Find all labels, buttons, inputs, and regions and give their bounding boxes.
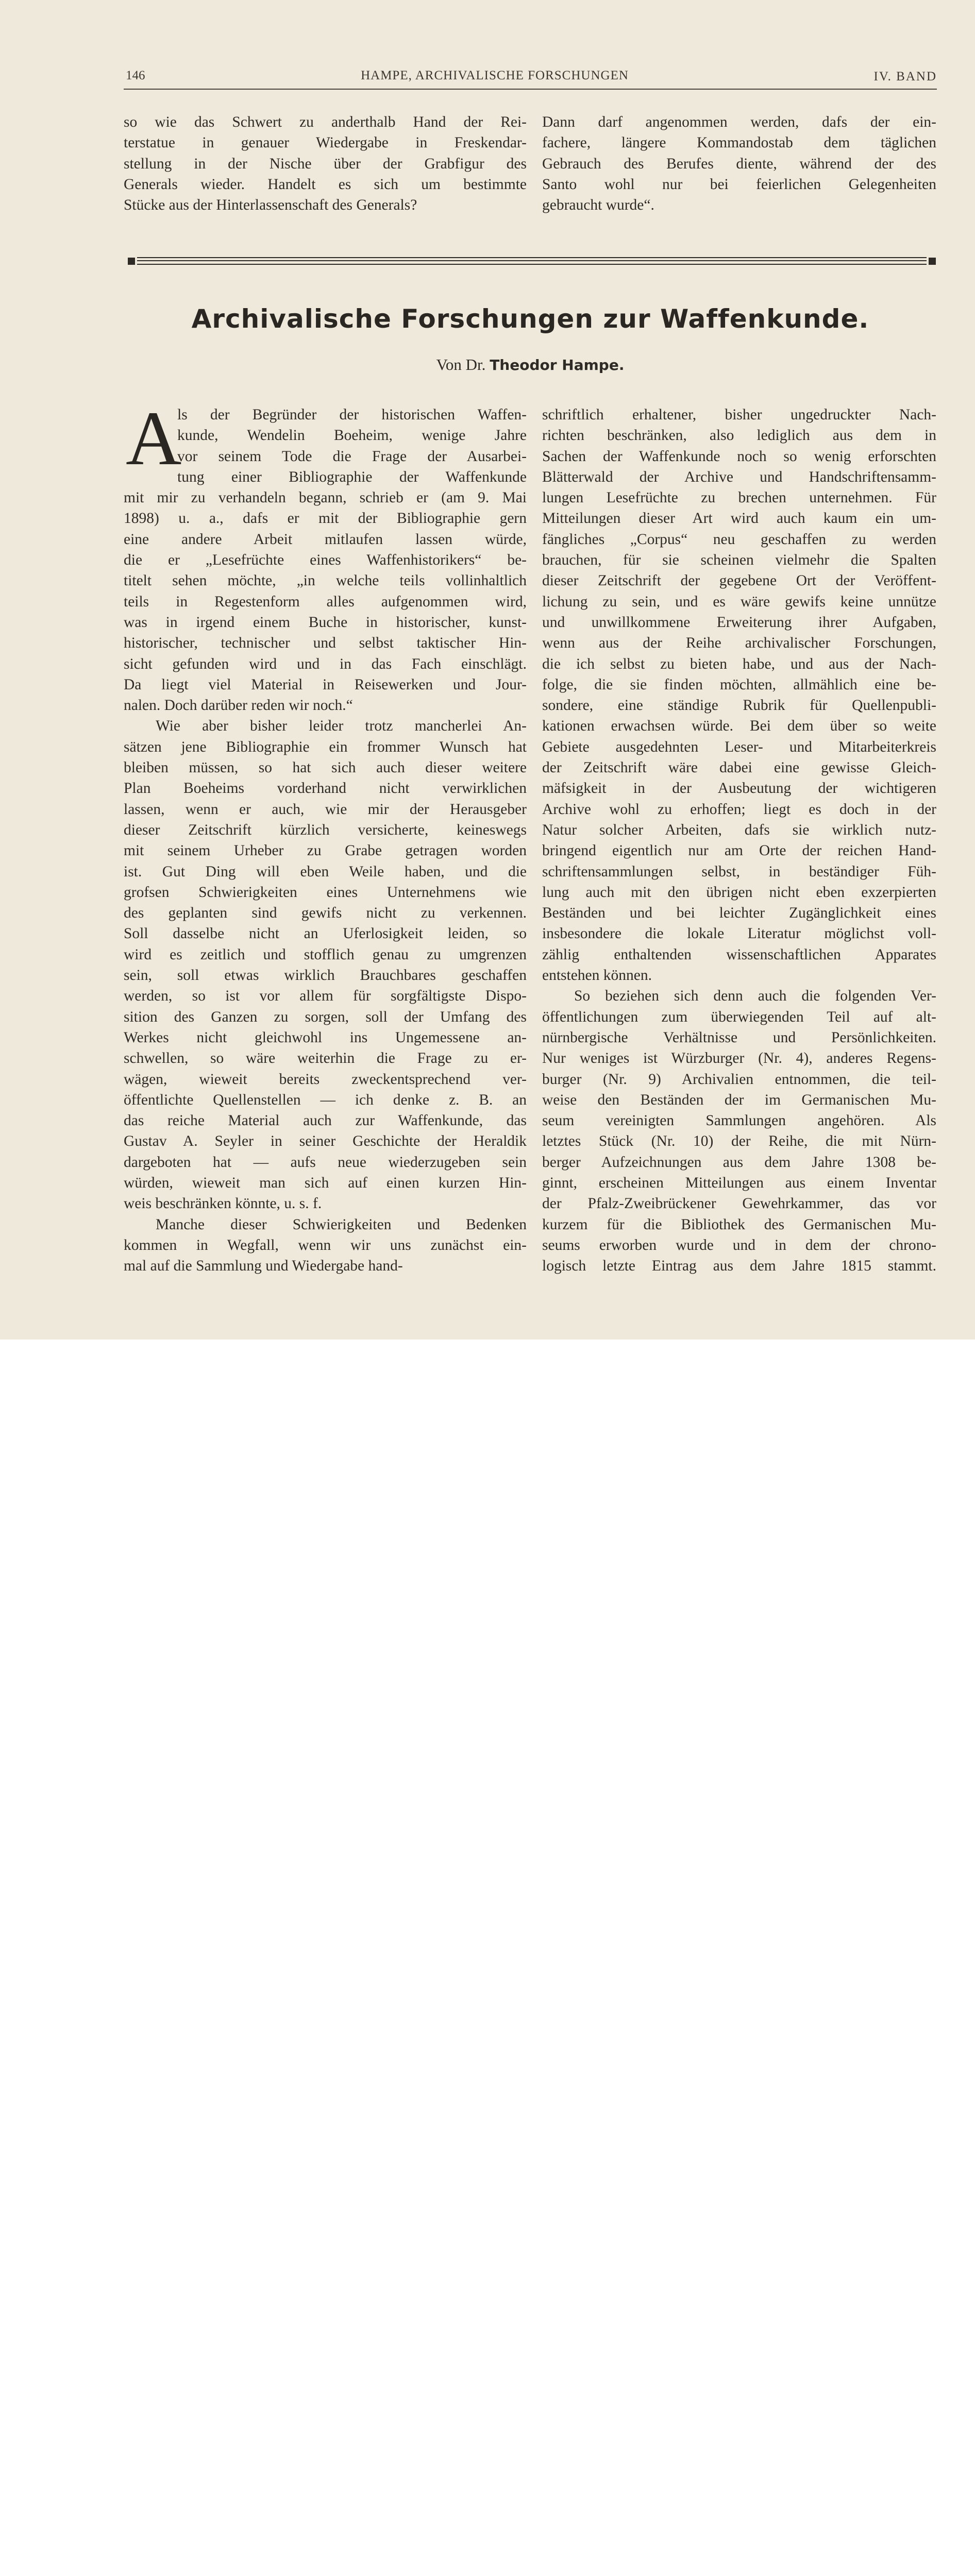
text-line: öffentlichungen zum überwiegenden Teil auf alt- [542, 1008, 936, 1025]
text-line: richten beschränken, also lediglich aus dem in [542, 427, 936, 444]
text-line: Nur weniges ist Würzburger (Nr. 4), anderes Regens- [542, 1050, 936, 1067]
text-line: Beständen und bei leichter Zugänglichkeit eines [542, 905, 936, 922]
text-line: werden, so ist vor allem für sorgfältigste Dispo- [124, 988, 527, 1005]
text-line: schriftlich erhaltener, bisher ungedruckter Nach- [542, 406, 936, 423]
text-line: wenn aus der Reihe archivalischer Forschungen, [542, 635, 936, 652]
page-number: 146 [126, 69, 145, 82]
text-line: burger (Nr. 9) Archivalien entnommen, die teil- [542, 1071, 936, 1088]
text-line: So beziehen sich denn auch die folgenden Ver- [574, 988, 936, 1005]
text-line: letztes Stück (Nr. 10) der Reihe, die mit Nürn- [542, 1133, 936, 1150]
text-line: Soll dasselbe nicht an Uferlosigkeit leiden, so [124, 925, 527, 942]
text-line: Sachen der Waffenkunde noch so wenig erforschten [542, 448, 936, 465]
text-line: nürnbergische Verhältnisse und Persönlichkeiten. [542, 1029, 936, 1046]
byline [124, 355, 937, 374]
text-line: Dann darf angenommen werden, dafs der ein- [542, 114, 936, 130]
text-line: kunde, Wendelin Boeheim, wenige Jahre [177, 427, 527, 444]
text-line: Wie aber bisher leider trotz mancherlei An- [156, 718, 527, 735]
divider-line [137, 264, 927, 265]
text-line: entstehen können. [542, 967, 652, 984]
text-line: kommen in Wegfall, wenn wir uns zunächst ein- [124, 1236, 527, 1253]
byline-prefix: Von Dr. [436, 355, 486, 374]
text-line: ist. Gut Ding will eben Weile haben, und die [124, 863, 527, 880]
text-line: würden, wieweit man sich auf einen kurzen Hin- [124, 1174, 527, 1191]
text-line: öffentlichte Quellenstellen — ich denke z. B. an [124, 1091, 527, 1108]
text-line: die er „Lesefrüchte eines Waffenhistorikers“ be- [124, 552, 527, 569]
text-line: mal auf die Sammlung und Wiedergabe hand- [124, 1258, 403, 1275]
text-line: weise den Beständen der im Germanischen Mu- [542, 1091, 936, 1108]
text-line: seums erworben wurde und in dem der chrono- [542, 1236, 936, 1253]
text-line: Stücke aus der Hinterlassenschaft des Generals? [124, 197, 417, 214]
text-line: mäfsigkeit in der Ausbeutung der wichtigeren [542, 780, 936, 797]
article-title: Archivalische Forschungen zur Waffenkunde. [191, 304, 869, 334]
text-line: Manche dieser Schwierigkeiten und Bedenken [156, 1216, 527, 1233]
text-line: Mitteilungen dieser Art wird auch kaum ein um- [542, 510, 936, 527]
text-line: nalen. Doch darüber reden wir noch.“ [124, 697, 353, 714]
text-line: Da liegt viel Material in Reisewerken und Jour- [124, 676, 527, 693]
text-line: was in irgend einem Buche in historischer, kunst- [124, 614, 527, 631]
text-line: wird es zeitlich und stofflich genau zu umgrenzen [124, 946, 527, 963]
text-line: bringend eigentlich nur am Orte der reichen Hand- [542, 842, 936, 859]
text-line: Santo wohl nur bei feierlichen Gelegenheiten [542, 176, 936, 193]
text-line: dargeboten hat — aufs neue wiederzugeben sein [124, 1154, 527, 1171]
text-line: lungen Lesefrüchte zu brechen unternehmen. Für [542, 489, 936, 506]
text-line: gebraucht wurde“. [542, 197, 654, 214]
text-line: zählig enthaltenden wissenschaftlichen Apparates [542, 946, 936, 963]
volume-label: IV. BAND [873, 70, 937, 83]
footer [0, 1340, 975, 1420]
body-left-column [124, 404, 527, 1276]
author-name: Theodor Hampe. [490, 357, 625, 374]
text-line: seum vereinigten Sammlungen angehören. Als [542, 1112, 936, 1129]
text-line: bleiben müssen, so hat sich auch dieser weitere [124, 759, 527, 776]
top-left-column [124, 112, 527, 215]
text-line: der Zeitschrift wäre dabei eine gewisse Gleich- [542, 759, 936, 776]
text-line: dieser Zeitschrift der gegebene Ort der Veröffent- [542, 572, 936, 589]
text-line: tung einer Bibliographie der Waffenkunde [177, 468, 527, 485]
text-line: mit seinem Urheber zu Grabe getragen worden [124, 842, 527, 859]
text-line: fängliches „Corpus“ neu geschaffen zu werden [542, 531, 936, 548]
text-line: ls der Begründer der historischen Waffen- [177, 406, 527, 423]
divider-line [137, 257, 927, 258]
text-line: so wie das Schwert zu anderthalb Hand der Rei- [124, 114, 527, 130]
text-line: dieser Zeitschrift kürzlich versicherte, keineswegs [124, 821, 527, 838]
text-line: mit mir zu verhandeln begann, schrieb er (am 9. Mai [124, 489, 527, 506]
text-line: vor seinem Tode die Frage der Ausarbei- [177, 448, 527, 465]
text-line: sätzen jene Bibliographie ein frommer Wunsch hat [124, 738, 527, 755]
text-line: terstatue in genauer Wiedergabe in Freskendar- [124, 134, 527, 151]
text-line: teils in Regestenform alles aufgenommen wird, [124, 593, 527, 610]
text-line: lassen, wenn er auch, wie mir der Herausgeber [124, 801, 527, 818]
text-line: fachere, längere Kommandostab dem täglichen [542, 134, 936, 151]
divider-end-square [929, 258, 936, 265]
text-line: der Pfalz-Zweibrückener Gewehrkammer, das vor [542, 1195, 936, 1212]
text-line: lichung zu sein, und es wäre gewifs keine unnütze [542, 593, 936, 610]
text-line: insbesondere die lokale Literatur möglichst voll- [542, 925, 936, 942]
text-line: titelt sehen möchte, „in welche teils vollinhaltlich [124, 572, 527, 589]
text-line: berger Aufzeichnungen aus dem Jahre 1308 be- [542, 1154, 936, 1171]
text-line: Gebrauch des Berufes diente, während der des [542, 155, 936, 172]
top-right-column [542, 112, 936, 215]
text-line: die ich selbst zu bieten habe, und aus der Nach- [542, 655, 936, 672]
text-line: des geplanten sind gewifs nicht zu verkennen. [124, 905, 527, 922]
text-line: eine andere Arbeit mitlaufen lassen würde, [124, 531, 527, 548]
text-line: weis beschränken könnte, u. s. f. [124, 1195, 322, 1212]
text-line: stellung in der Nische über der Grabfigur des [124, 155, 527, 172]
text-line: sition des Ganzen zu sorgen, soll der Umfang des [124, 1008, 527, 1025]
text-line: 1898) u. a., dafs er mit der Bibliographie gern [124, 510, 527, 527]
text-line: sondere, eine ständige Rubrik für Quellenpubli- [542, 697, 936, 714]
text-line: Generals wieder. Handelt es sich um bestimmte [124, 176, 527, 193]
running-title: HAMPE, ARCHIVALISCHE FORSCHUNGEN [361, 69, 629, 82]
text-line: logisch letzte Eintrag aus dem Jahre 1815 stammt. [542, 1258, 936, 1275]
header-rule [124, 89, 937, 90]
text-line: das reiche Material auch zur Waffenkunde, das [124, 1112, 527, 1129]
body-right-column [542, 404, 936, 1276]
text-line: Werkes nicht gleichwohl ins Ungemessene an- [124, 1029, 527, 1046]
text-line: schriftensammlungen selbst, in beständiger Füh- [542, 863, 936, 880]
text-line: Gebiete ausgedehnten Leser- und Mitarbeiterkreis [542, 738, 936, 755]
text-line: sein, soll etwas wirklich Brauchbares geschaffen [124, 967, 527, 984]
drop-cap: A [126, 396, 182, 481]
text-line: schwellen, so wäre weiterhin die Frage zu er- [124, 1050, 527, 1067]
text-line: Archive wohl zu erhoffen; liegt es doch in der [542, 801, 936, 818]
text-line: Gustav A. Seyler in seiner Geschichte der Heraldik [124, 1133, 527, 1150]
text-line: lung auch mit den übrigen nicht eben exzerpierten [542, 884, 936, 901]
text-line: wägen, wieweit bereits zweckentsprechend ver- [124, 1071, 527, 1088]
divider-end-square [128, 258, 135, 265]
divider-line [137, 260, 927, 261]
text-line: Plan Boeheims vorderhand nicht verwirklichen [124, 780, 527, 797]
text-line: brauchen, für sie scheinen vielmehr die Spalten [542, 552, 936, 569]
text-line: Blätterwald der Archive und Handschriftensamm- [542, 468, 936, 485]
section-divider-ornament [128, 254, 936, 266]
text-line: Natur solcher Arbeiten, dafs sie wirklich nutz- [542, 821, 936, 838]
text-line: und unwillkommene Erweiterung ihrer Aufgaben, [542, 614, 936, 631]
text-line: grofsen Schwierigkeiten eines Unternehmens wie [124, 884, 527, 901]
text-line: sicht gefunden wird und in das Fach einschlägt. [124, 655, 527, 672]
text-line: folge, die sie finden möchten, allmählich eine be- [542, 676, 936, 693]
text-line: ginnt, erscheinen Mitteilungen aus einem Inventar [542, 1174, 936, 1191]
text-line: historischer, technischer und selbst taktischer Hin- [124, 635, 527, 652]
text-line: kationen erwachsen würde. Bei dem über so weite [542, 718, 936, 735]
text-line: kurzem für die Bibliothek des Germanischen Mu- [542, 1216, 936, 1233]
